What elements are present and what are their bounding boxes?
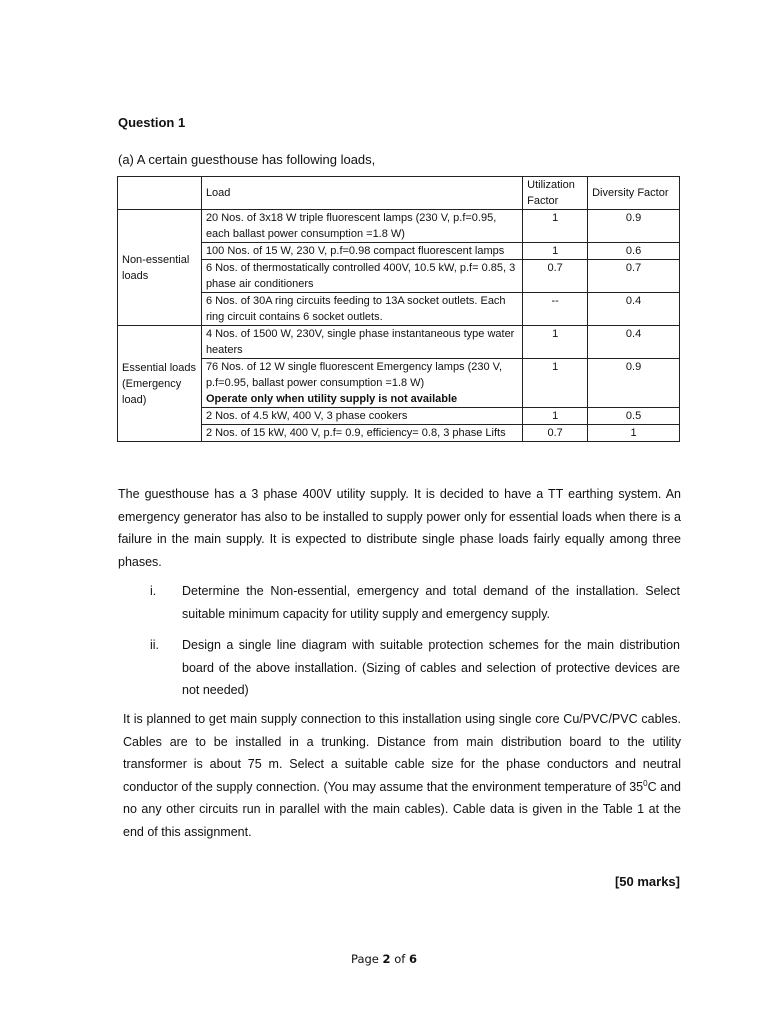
load-description: 100 Nos. of 15 W, 230 V, p.f=0.98 compact fluorescent lamps <box>201 243 522 260</box>
loads-table <box>117 176 680 442</box>
load-description: 76 Nos. of 12 W single fluorescent Emergency lamps (230 V, p.f=0.95, ballast power consumption =1.8 W) <box>205 361 503 389</box>
table-header-row <box>118 177 680 210</box>
footer-of-word: of <box>390 952 409 966</box>
table-header-load: Load <box>201 177 522 210</box>
utilization-factor: 0.7 <box>523 260 588 293</box>
table-header-empty <box>118 177 202 210</box>
diversity-factor: 0.9 <box>588 210 680 243</box>
diversity-factor: 0.9 <box>588 359 680 408</box>
table-row <box>118 243 680 260</box>
load-description: 4 Nos. of 1500 W, 230V, single phase instantaneous type water heaters <box>201 326 522 359</box>
group-label-non-essential: Non-essential loads <box>118 210 202 326</box>
load-description: 6 Nos. of 30A ring circuits feeding to 13A socket outlets. Each ring circuit contains 6 socket outlets. <box>201 293 522 326</box>
utilization-factor: -- <box>523 293 588 326</box>
item-numeral: ii. <box>150 638 160 652</box>
table-row <box>118 326 680 359</box>
load-note: Operate only when utility supply is not available <box>205 393 458 405</box>
load-description-cell <box>201 359 522 408</box>
footer-current-page: 2 <box>382 952 391 966</box>
utilization-factor: 0.7 <box>523 425 588 442</box>
table-row <box>118 425 680 442</box>
table-row <box>118 408 680 425</box>
table-header-diversity: Diversity Factor <box>588 177 680 210</box>
table-row <box>118 359 680 408</box>
item-text: Determine the Non-essential, emergency and total demand of the installation. Select suitable minimum capacity for utility supply and emergency supply. <box>182 584 680 621</box>
diversity-factor: 0.5 <box>588 408 680 425</box>
question-item-i <box>150 580 680 626</box>
question-item-ii <box>150 634 680 704</box>
footer-page-word: Page <box>351 952 383 966</box>
marks-label: [50 marks] <box>614 874 680 889</box>
item-text: Design a single line diagram with suitable protection schemes for the main distribution board of the above installation. (Sizing of cables and selection of protective devices are not needed) <box>182 638 680 698</box>
diversity-factor: 0.4 <box>588 326 680 359</box>
diversity-factor: 0.7 <box>588 260 680 293</box>
table-row <box>118 293 680 326</box>
paragraph-supply-info: The guesthouse has a 3 phase 400V utility supply. It is decided to have a TT earthing system. An emergency generator has also to be installed to supply power only for essential loads when there is a failure in the main supply. It is expected to distribute single phase loads fairly equally among three phases. <box>118 487 681 569</box>
utilization-factor: 1 <box>523 210 588 243</box>
footer-total-pages: 6 <box>408 952 417 966</box>
diversity-factor: 1 <box>588 425 680 442</box>
cable-text-before: It is planned to get main supply connection to this installation using single core Cu/PVC/PVC cables. Cables are to be installed in a trunking. Distance from main distribution board to the utility transformer is about 75 m. Select a suitable cable size for the phase conductors and neutral conductor of the supply connection. (You may assume that the environment temperature of 35 <box>123 712 681 794</box>
diversity-factor: 0.4 <box>588 293 680 326</box>
utilization-factor: 1 <box>523 359 588 408</box>
load-description: 20 Nos. of 3x18 W triple fluorescent lamps (230 V, p.f=0.95, each ballast power consumption =1.8 W) <box>201 210 522 243</box>
load-description: 6 Nos. of thermostatically controlled 400V, 10.5 kW, p.f= 0.85, 3 phase air conditioners <box>201 260 522 293</box>
utilization-factor: 1 <box>523 243 588 260</box>
group-label-essential: Essential loads (Emergency load) <box>118 326 202 442</box>
utilization-factor: 1 <box>523 326 588 359</box>
page-footer <box>0 952 768 966</box>
diversity-factor: 0.6 <box>588 243 680 260</box>
utilization-factor: 1 <box>523 408 588 425</box>
table-row <box>118 260 680 293</box>
table-header-utilization: Utilization Factor <box>523 177 588 210</box>
item-numeral: i. <box>150 584 157 598</box>
load-description: 2 Nos. of 15 kW, 400 V, p.f= 0.9, efficiency= 0.8, 3 phase Lifts <box>201 425 522 442</box>
cable-text-after: C and no any other circuits run in parallel with the main cables). Cable data is given in the Table 1 at the end of this assignment. <box>123 779 681 839</box>
load-description: 2 Nos. of 4.5 kW, 400 V, 3 phase cookers <box>201 408 522 425</box>
question-intro: (a) A certain guesthouse has following loads, <box>118 152 376 167</box>
paragraph-cable-selection <box>123 708 681 844</box>
table-row <box>118 210 680 243</box>
question-title: Question 1 <box>118 115 186 130</box>
degree-superscript: 0 <box>643 778 648 788</box>
